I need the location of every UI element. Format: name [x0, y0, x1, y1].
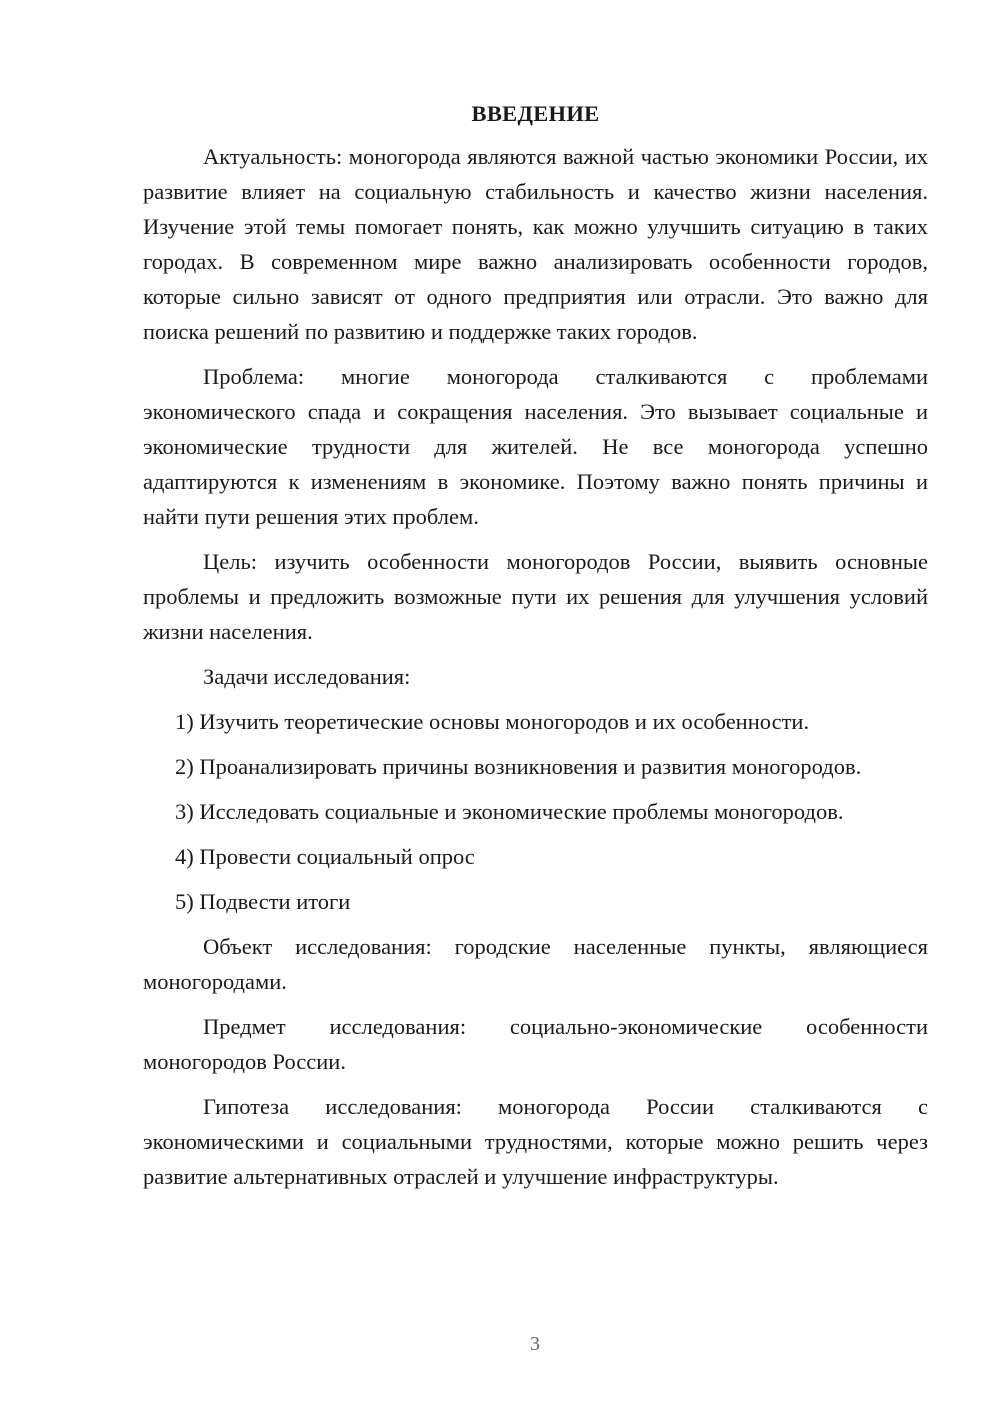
subject-paragraph: Предмет исследования: социально-экономические особенности моногородов России.	[143, 1014, 928, 1074]
task-item-2: 2) Проанализировать причины возникновения и развития моногородов.	[175, 754, 862, 779]
goal-paragraph: Цель: изучить особенности моногородов России, выявить основные проблемы и предложить возможные пути их решения для улучшения условий жизни населения.	[143, 549, 928, 644]
task-item-4: 4) Провести социальный опрос	[175, 844, 475, 869]
task-item-5: 5) Подвести итоги	[175, 889, 351, 914]
section-title: ВВЕДЕНИЕ	[471, 101, 600, 126]
page-number: 3	[530, 1333, 540, 1355]
tasks-heading: Задачи исследования:	[203, 664, 411, 689]
problem-paragraph: Проблема: многие моногорода сталкиваются с проблемами экономического спада и сокращения населения. Это вызывает социальные и экономические трудности для жителей. Не все моногорода успешно адаптируются к изменениям в экономике. Поэтому важно понять причины и найти пути решения этих проблем.	[143, 364, 928, 529]
task-item-3: 3) Исследовать социальные и экономические проблемы моногородов.	[175, 799, 844, 824]
task-item-1: 1) Изучить теоретические основы моногородов и их особенности.	[175, 709, 810, 734]
page-content	[143, 96, 928, 1204]
relevance-paragraph: Актуальность: моногорода являются важной частью экономики России, их развитие влияет на социальную стабильность и качество жизни населения. Изучение этой темы помогает понять, как можно улучшить ситуацию в таких городах. В современном мире важно анализировать особенности городов, которые сильно зависят от одного предприятия или отрасли. Это важно для поиска решений по развитию и поддержке таких городов.	[143, 144, 928, 344]
object-paragraph: Объект исследования: городские населенные пункты, являющиеся моногородами.	[143, 934, 928, 994]
hypothesis-paragraph: Гипотеза исследования: моногорода России сталкиваются с экономическими и социальными трудностями, которые можно решить через развитие альтернативных отраслей и улучшение инфраструктуры.	[143, 1094, 928, 1189]
